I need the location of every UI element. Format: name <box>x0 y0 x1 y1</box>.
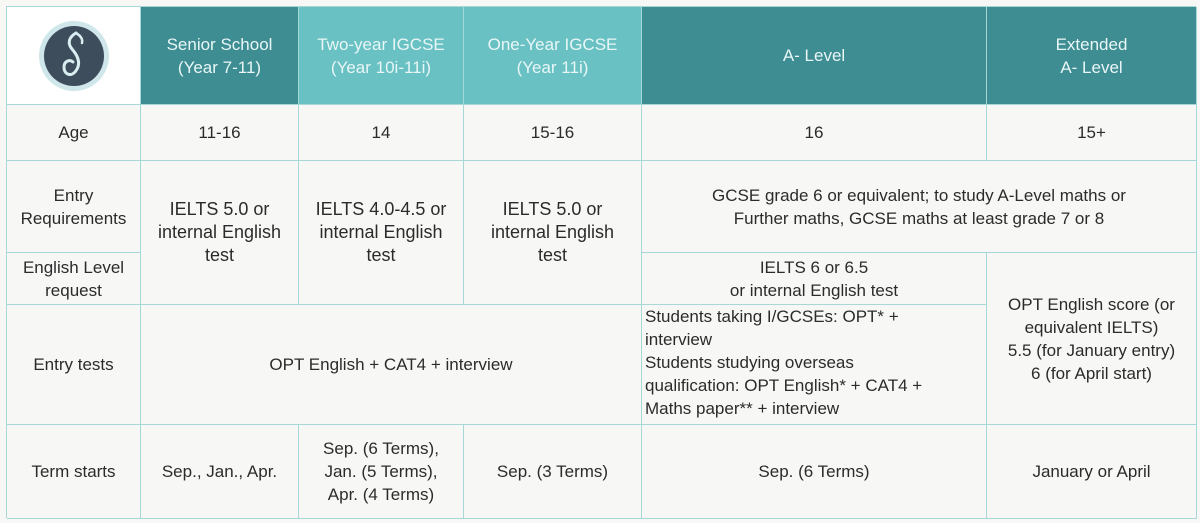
term-extended: January or April <box>987 425 1197 519</box>
entry-line: internal English <box>490 222 615 242</box>
row-label-entry-tests: Entry tests <box>7 305 141 425</box>
english-a-level <box>642 253 987 305</box>
header-line: A- Level <box>1060 57 1123 77</box>
entry-igcse-two-year <box>299 161 464 305</box>
term-igcse-one-year: Sep. (3 Terms) <box>464 425 642 519</box>
english-line: 5.5 (for January entry) <box>1007 340 1176 360</box>
header-line: (Year 11i) <box>516 57 589 77</box>
entry-line: IELTS 5.0 or <box>169 199 270 219</box>
row-label-entry-requirements <box>7 161 141 253</box>
english-extended <box>987 253 1197 425</box>
school-logo-icon <box>37 19 111 93</box>
label-line: request <box>45 280 102 300</box>
english-line: OPT English score (or <box>1008 294 1175 314</box>
test-line: Students studying overseas <box>645 353 854 372</box>
row-label-age: Age <box>7 105 141 161</box>
header-line: Senior School <box>166 34 273 54</box>
term-a-level: Sep. (6 Terms) <box>642 425 987 519</box>
programme-table <box>6 6 1196 518</box>
entry-line: test <box>204 245 234 265</box>
term-line: Sep. (6 Terms), <box>323 439 439 458</box>
entry-a-level-requirements <box>642 161 1197 253</box>
label-line: Requirements <box>20 208 127 228</box>
english-line: 6 (for April start) <box>1031 363 1152 383</box>
header-two-year-igcse <box>299 7 464 105</box>
age-a-level: 16 <box>642 105 987 161</box>
term-line: Jan. (5 Terms), <box>324 462 438 481</box>
test-line: Maths paper** + interview <box>645 399 840 418</box>
age-igcse-one-year: 15-16 <box>464 105 642 161</box>
entry-line: internal English <box>157 222 282 242</box>
entry-igcse-one-year <box>464 161 642 305</box>
header-line: Extended <box>1055 34 1128 54</box>
header-senior-school <box>141 7 299 105</box>
entry-senior <box>141 161 299 305</box>
entry-tests-a-level <box>642 305 987 425</box>
label-line: English Level <box>22 257 125 277</box>
header-line: Two-year IGCSE <box>317 34 445 54</box>
entry-line: IELTS 5.0 or <box>502 199 603 219</box>
term-line: Apr. (4 Terms) <box>327 485 435 504</box>
header-a-level <box>642 7 987 105</box>
header-line: (Year 7-11) <box>177 57 262 77</box>
row-label-english-level <box>7 253 141 305</box>
age-extended: 15+ <box>987 105 1197 161</box>
age-senior: 11-16 <box>141 105 299 161</box>
row-label-term-starts: Term starts <box>7 425 141 519</box>
logo-cell <box>7 7 141 105</box>
entry-line: GCSE grade 6 or equivalent; to study A-Level maths or <box>712 185 1126 205</box>
header-line: (Year 10i-11i) <box>330 57 432 77</box>
header-one-year-igcse <box>464 7 642 105</box>
header-extended-a-level <box>987 7 1197 105</box>
header-line: One-Year IGCSE <box>487 34 618 54</box>
label-line: Entry <box>53 185 94 205</box>
entry-line: internal English <box>319 222 443 242</box>
english-line: equivalent IELTS) <box>1024 317 1159 337</box>
test-line: qualification: OPT English* + CAT4 + <box>645 376 923 395</box>
test-line: interview <box>645 330 713 349</box>
test-line: Students taking I/GCSEs: OPT* + <box>645 307 899 326</box>
entry-tests-common: OPT English + CAT4 + interview <box>141 305 642 425</box>
entry-line: test <box>537 245 567 265</box>
english-line: or internal English test <box>729 280 899 300</box>
entry-line: test <box>366 245 396 265</box>
english-line: IELTS 6 or 6.5 <box>759 257 869 277</box>
age-igcse-two-year: 14 <box>299 105 464 161</box>
header-line: A- Level <box>782 46 846 65</box>
term-igcse-two-year <box>299 425 464 519</box>
term-senior: Sep., Jan., Apr. <box>141 425 299 519</box>
entry-line: Further maths, GCSE maths at least grade 7 or 8 <box>733 208 1105 228</box>
entry-line: IELTS 4.0-4.5 or <box>315 199 447 219</box>
